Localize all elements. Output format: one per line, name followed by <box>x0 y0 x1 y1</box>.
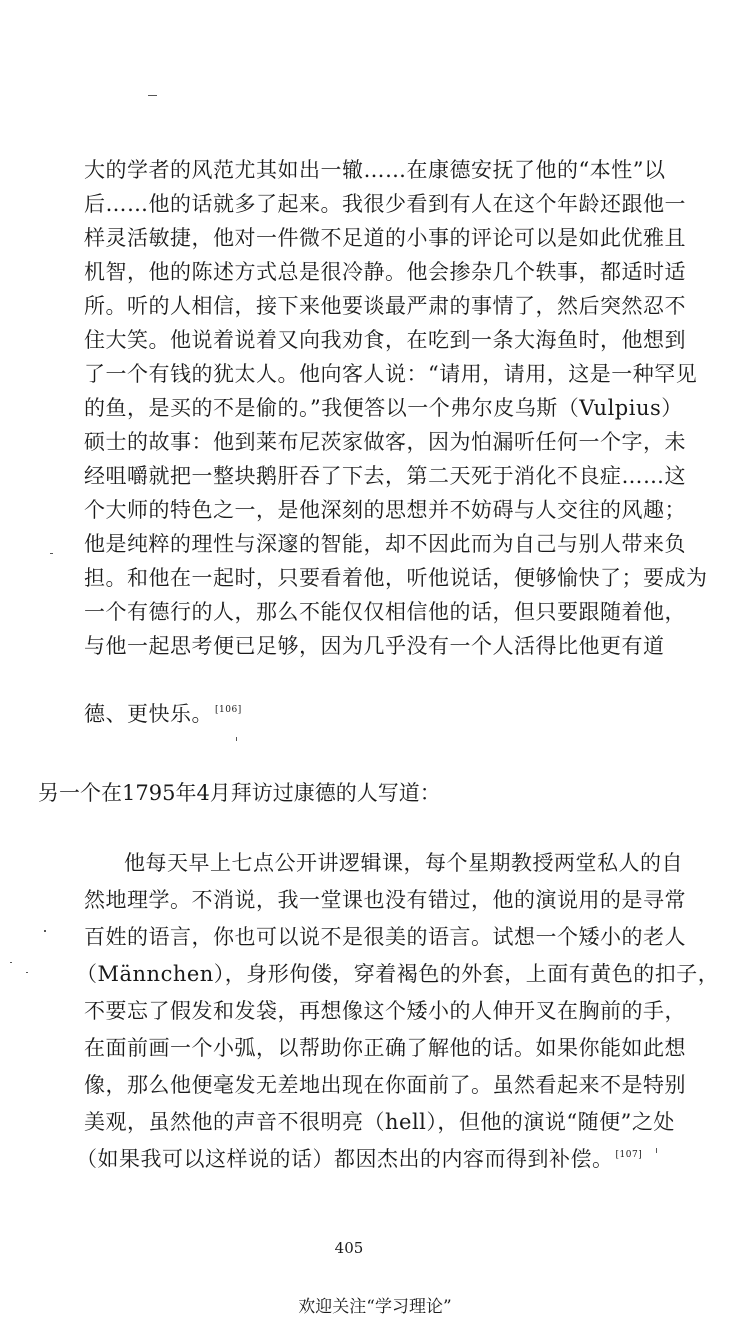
scan-mark <box>236 737 237 741</box>
quote-line: 担。和他在一起时，只要看着他，听他说话，便够愉快了；要成为 <box>84 566 708 590</box>
scan-mark <box>44 930 46 932</box>
quote-line: 住大笑。他说着说着又向我劝食，在吃到一条大海鱼时，他想到 <box>84 328 686 352</box>
quote-line: 硕士的故事：他到莱布尼茨家做客，因为怕漏听任何一个字，未 <box>84 430 686 454</box>
quote-line: 样灵活敏捷，他对一件微不足道的小事的评论可以是如此优雅且 <box>84 226 686 250</box>
quote-line: 百姓的语言，你也可以说不是很美的语言。试想一个矮小的老人 <box>84 925 686 949</box>
quote-line: 了一个有钱的犹太人。他向客人说：“请用，请用，这是一种罕见 <box>84 362 698 386</box>
footnote-ref: [107] <box>615 1150 643 1160</box>
quote-line: （Männchen），身形佝偻，穿着褐色的外套，上面有黄色的扣子， <box>76 962 720 986</box>
quote-line: 后……他的话就多了起来。我很少看到有人在这个年龄还跟他一 <box>84 192 686 216</box>
scan-mark <box>10 962 12 963</box>
quote-line-text: （如果我可以这样说的话）都因杰出的内容而得到补偿。 <box>76 1147 614 1171</box>
quote-line: 经咀嚼就把一整块鹅肝吞了下去，第二天死于消化不良症……这 <box>84 464 686 488</box>
footnote-ref: [106] <box>215 705 242 715</box>
quote-line: 然地理学。不消说，我一堂课也没有错过，他的演说用的是寻常 <box>84 888 686 912</box>
quote-line-last <box>84 699 664 729</box>
quote-line: 在面前画一个小弧，以帮助你正确了解他的话。如果你能如此想 <box>84 1036 686 1060</box>
quote-line: 的鱼，是买的不是偷的。”我便答以一个弗尔皮乌斯（Vulpius） <box>84 396 683 420</box>
quote-line: 美观，虽然他的声音不很明亮（hell），但他的演说“随便”之处 <box>84 1110 675 1134</box>
quote-line-last <box>76 1144 664 1174</box>
quote-line: 个大师的特色之一，是他深刻的思想并不妨碍与人交往的风趣； <box>84 498 686 522</box>
scan-mark <box>148 95 157 96</box>
quote-line-text: 德、更快乐。 <box>84 702 213 726</box>
footer-text: 欢迎关注“学习理论” <box>298 1297 452 1317</box>
quote-line: 不要忘了假发和发袋，再想像这个矮小的人伸开叉在胸前的手， <box>84 999 686 1023</box>
scan-mark <box>50 553 53 554</box>
quote-line: 大的学者的风范尤其如出一辙……在康德安抚了他的“本性”以 <box>84 158 666 182</box>
quote-line: 与他一起思考便已足够，因为几乎没有一个人活得比他更有道 <box>84 634 665 658</box>
intro-sentence: 另一个在1795年4月拜访过康德的人写道： <box>38 781 441 805</box>
quote-line: 机智，他的陈述方式总是很冷静。他会掺杂几个轶事，都适时适 <box>84 260 686 284</box>
page-number: 405 <box>334 1239 364 1257</box>
quote-line: 像，那么他便毫发无差地出现在你面前了。虽然看起来不是特别 <box>84 1073 686 1097</box>
quote-line: 他是纯粹的理性与深邃的智能，却不因此而为自己与别人带来负 <box>84 532 686 556</box>
quote-line: 他每天早上七点公开讲逻辑课，每个星期教授两堂私人的自 <box>124 851 683 875</box>
quote-line: 所。听的人相信，接下来他要谈最严肃的事情了，然后突然忍不 <box>84 294 686 318</box>
quote-line: 一个有德行的人，那么不能仅仅相信他的话，但只要跟随着他， <box>84 600 686 624</box>
scan-mark <box>26 972 28 973</box>
